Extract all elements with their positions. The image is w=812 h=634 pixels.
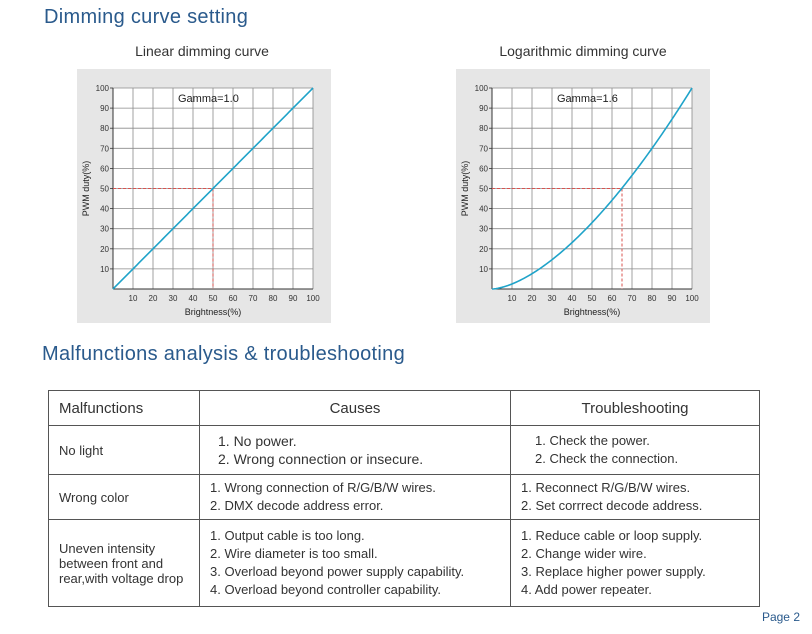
cause-item: 1. No power. [218,433,297,449]
y-tick-label: 10 [479,264,488,274]
cause-item: 1. Output cable is too long. [210,528,365,543]
y-tick-label: 50 [479,184,488,194]
cause-item: 2. Wrong connection or insecure. [218,451,424,467]
x-axis-label: Brightness(%) [563,307,621,317]
y-axis-label: PWM duty(%) [81,160,91,217]
cause-item: 2. Wire diameter is too small. [210,546,378,561]
y-tick-label: 100 [95,84,109,93]
fix-item: 2. Set corrrect decode address. [521,498,703,513]
log-dimming-chart [456,69,710,323]
y-tick-label: 30 [479,224,488,234]
causes-cell [200,520,511,607]
y-tick-label: 40 [100,204,109,214]
x-tick-label: 50 [208,294,218,303]
x-tick-label: 20 [148,294,158,303]
y-tick-label: 30 [100,224,109,234]
x-tick-label: 70 [627,294,637,303]
causes-cell [200,426,511,475]
fix-item: 1. Reconnect R/G/B/W wires. [521,480,691,495]
x-tick-label: 80 [647,294,657,303]
x-tick-label: 40 [567,294,577,303]
section-title-malfunctions: Malfunctions analysis & troubleshooting [42,343,406,365]
malfunction-text: between front and [59,555,164,571]
malfunction-text: Wrong color [59,489,129,505]
linear-dimming-chart [77,69,331,323]
troubleshooting-table [48,390,760,607]
x-tick-label: 30 [168,294,178,303]
x-tick-label: 10 [507,294,517,303]
x-axis-label: Brightness(%) [184,307,242,317]
x-tick-label: 10 [128,294,138,303]
fix-item: 1. Check the power. [535,433,650,448]
x-tick-label: 60 [607,294,617,303]
table-header-row [49,391,760,426]
y-tick-label: 90 [479,104,488,114]
x-tick-label: 50 [587,294,597,303]
malfunction-text: Uneven intensity [59,540,156,556]
table-row [49,426,760,475]
y-tick-label: 20 [479,244,488,254]
x-tick-label: 20 [527,294,537,303]
malfunction-cell [49,520,200,607]
fixes-cell [511,520,760,607]
y-tick-label: 40 [479,204,488,214]
fix-item: 2. Check the connection. [535,451,679,466]
x-tick-label: 90 [667,294,677,303]
header-causes: Causes [200,391,511,426]
chart-title-log: Logarithmic dimming curve [499,43,667,59]
y-tick-label: 80 [479,124,488,134]
fix-item: 1. Reduce cable or loop supply. [521,528,703,543]
fixes-cell [511,475,760,520]
x-tick-label: 80 [268,294,278,303]
gamma-annotation: Gamma=1.6 [557,93,618,105]
gamma-annotation: Gamma=1.0 [178,93,239,105]
header-troubleshooting: Troubleshooting [511,391,760,426]
table-row [49,520,760,607]
section-title-dimming: Dimming curve setting [44,6,249,28]
y-tick-label: 100 [474,84,488,93]
fixes-cell [511,426,760,475]
causes-cell [200,475,511,520]
header-malfunctions: Malfunctions [49,391,200,426]
page-number: Page 2 [761,610,800,624]
y-tick-label: 20 [100,244,109,254]
linear-chart-svg [77,69,331,323]
malfunction-cell [49,426,200,475]
cause-item: 3. Overload beyond power supply capability. [210,564,465,579]
log-chart-svg [456,69,710,323]
y-tick-label: 70 [479,144,488,154]
y-tick-label: 90 [100,104,109,114]
chart-title-linear: Linear dimming curve [135,43,269,59]
cause-item: 2. DMX decode address error. [210,498,384,513]
x-tick-label: 70 [248,294,258,303]
x-tick-label: 30 [547,294,557,303]
fix-item: 4. Add power repeater. [521,582,652,597]
x-tick-label: 40 [188,294,198,303]
malfunction-cell [49,475,200,520]
fix-item: 2. Change wider wire. [521,546,647,561]
y-tick-label: 70 [100,144,109,154]
table-row [49,475,760,520]
x-tick-label: 100 [306,294,320,303]
y-tick-label: 60 [479,164,488,174]
y-axis-label: PWM duty(%) [460,160,470,217]
cause-item: 1. Wrong connection of R/G/B/W wires. [210,480,436,495]
malfunction-text: No light [59,442,104,458]
x-tick-label: 60 [228,294,238,303]
cause-item: 4. Overload beyond controller capability. [210,582,441,597]
x-tick-label: 100 [685,294,699,303]
y-tick-label: 10 [100,264,109,274]
malfunction-text: rear,with voltage drop [59,570,184,586]
y-tick-label: 60 [100,164,109,174]
y-tick-label: 80 [100,124,109,134]
fix-item: 3. Replace higher power supply. [521,564,706,579]
y-tick-label: 50 [100,184,109,194]
x-tick-label: 90 [288,294,298,303]
